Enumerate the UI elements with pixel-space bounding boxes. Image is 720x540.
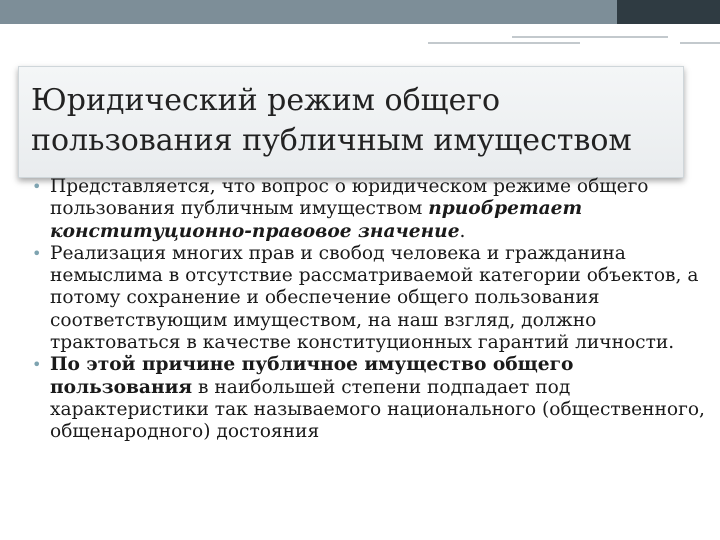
slide-title [31,81,671,161]
bullet-emphasis: приобретает конституционно-правовое значение [50,198,583,242]
bullet-icon: • [32,177,42,196]
bullet-text-end: . [459,220,466,242]
decor-line [512,36,668,38]
bullet-strong: По этой причине публичное имущество общего пользования [50,354,574,398]
decor-line [680,42,720,44]
bullet-item [32,242,715,354]
top-decor-dark-block [617,0,720,24]
bullet-text: в наибольшей степени подпадает под характеристики так называемого национального (общественного, общенародного) достояния [50,376,705,443]
bullet-text: Представляется, что вопрос о юридическом режиме общего пользования публичным имуществом [50,176,649,220]
title-line-1: Юридический режим общего [31,83,501,118]
bullet-list [32,176,715,444]
bullet-icon: • [32,243,42,263]
decor-line [428,42,580,44]
top-decor-band [0,0,720,24]
title-line-2: пользования публичным имуществом [31,123,632,158]
bullet-item [32,354,715,443]
title-box [18,66,684,178]
bullet-text: Реализация многих прав и свобод человека и гражданина немыслима в отсутствие рассматриваемой категории объектов, а потому сохранение и обеспечение общего пользования соответствующим имуществом, на наш взгляд, должно трактоваться в качестве конституционных гарантий личности. [50,242,699,354]
bullet-icon: • [32,355,42,375]
bullet-item [32,176,715,243]
